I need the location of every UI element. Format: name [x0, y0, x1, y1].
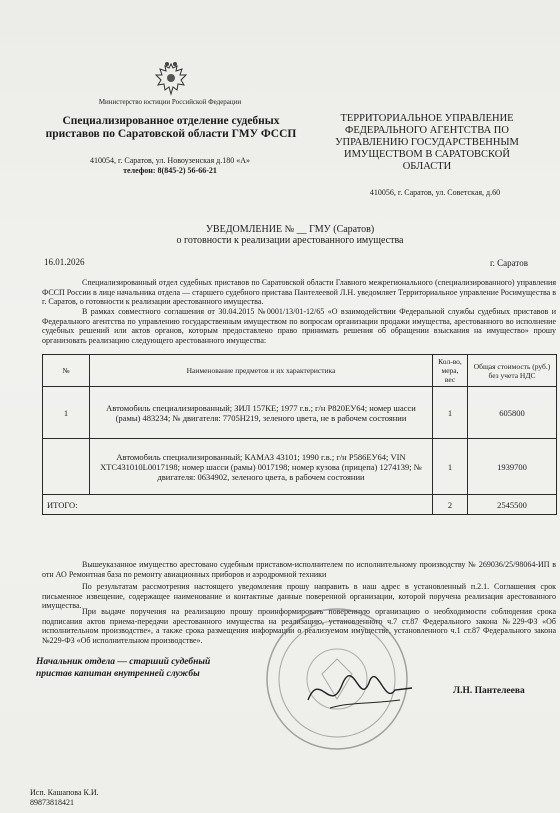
handwritten-signature-icon [300, 660, 420, 720]
department-phone: телефон: 8(845-2) 56-66-21 [123, 166, 217, 175]
recipient-address: 410056, г. Саратов, ул. Советская, д.60 [369, 188, 501, 197]
table-row [43, 387, 557, 439]
total-label: ИТОГО: [43, 495, 433, 515]
cell-num [43, 439, 90, 495]
cell-name: Автомобиль специализированный; КАМАЗ 43101; 1990 г.в.; г/н Р586ЕУ64; VIN ХТС431010L0017198; номер шасси (рамы) 0017198; номер кузова (прицепа) 1274139; № двигателя: 0634902, зеленого цвета, в рабочем состоянии [90, 439, 433, 495]
cell-sum: 1939700 [468, 439, 557, 495]
header-name: Наименование предметов и их характеристика [90, 355, 433, 387]
paragraph-intro: Специализированный отдел судебных приставов по Саратовской области Главного межрегионального (специализированного) управления ФССП России в лице начальника отдела — старшего судебного пристава Пантелеевой Л.Н. уведомляет Территориальное управление Росимущества в г. Саратов, о готовности к реализации арестованного имущества. [42, 278, 556, 307]
cell-qty: 1 [433, 387, 468, 439]
ministry-name: Министерство юстиции Российской Федерации [98, 98, 242, 106]
table-row [43, 439, 557, 495]
recipient-title: ТЕРРИТОРИАЛЬНОЕ УПРАВЛЕНИЕ ФЕДЕРАЛЬНОГО АГЕНТСТВА ПО УПРАВЛЕНИЮ ГОСУДАРСТВЕННЫМ ИМУЩЕСТВОМ В САРАТОВСКОЙ ОБЛАСТИ [335, 113, 519, 172]
document-date: 16.01.2026 [44, 257, 85, 267]
header-qty: Кол-во, мера, вес [433, 355, 468, 387]
cell-qty: 1 [433, 439, 468, 495]
notice-title-block [150, 224, 430, 246]
signer-name: Л.Н. Пантелеева [453, 686, 525, 696]
notice-subtitle: о готовности к реализации арестованного имущества [176, 235, 404, 246]
property-table [42, 354, 557, 515]
signer-position: Начальник отдела — старший судебный пристав капитан внутренней службы [36, 657, 211, 679]
paragraph-instruction: При выдаче поручения на реализацию прошу проинформировать поверенную организацию о необходимости соблюдения срока подписания актов приема-передачи арестованного имущества на реализацию, установленного ч.7 ст.87 Федерального закона №229-ФЗ «Об исполнительном производстве», а также срока размещения информации о реализуемом имуществе, установленного ч.1 ст.87 Федерального закона №229-ФЗ «Об исполнительном производстве». [42, 607, 556, 645]
department-address: 410054, г. Саратов, ул. Новоузенская д.180 «А» [90, 156, 250, 165]
paragraph-request: По результатам рассмотрения настоящего уведомления прошу направить в наш адрес в установленный п.2.1. Соглашения срок письменное извещение, содержащее наименование и контактные данные поверенной организации, которой поручена реализация арестованного имущества. [42, 582, 556, 611]
table-total-row [43, 495, 557, 515]
total-sum: 2545500 [468, 495, 557, 515]
total-qty: 2 [433, 495, 468, 515]
document-city: г. Саратов [490, 258, 528, 268]
cell-num: 1 [43, 387, 90, 439]
header-sum: Общая стоимость (руб.) без учета НДС [468, 355, 557, 387]
executor-phone: 89873818421 [30, 798, 74, 807]
notice-title: УВЕДОМЛЕНИЕ № __ ГМУ (Саратов) [205, 224, 375, 235]
table-header-row [43, 355, 557, 387]
paragraph-arrest: Вышеуказанное имущество арестовано судебным приставом-исполнителем по исполнительному производству № 269036/25/98064-ИП в отн АО Ремонтная база по ремонту авиационных приборов и аэродромной техники [42, 560, 556, 579]
department-name: Специализированное отделение судебных приставов по Саратовской области ГМУ ФССП [45, 115, 297, 140]
cell-name: Автомобиль специализированный; ЗИЛ 157КЕ; 1977 г.в.; г/н Р820ЕУ64; номер шасси (рамы) 483234; № двигателя: 7705H219, зеленого цвета, не в рабочем состоянии [90, 387, 433, 439]
header-num: № [43, 355, 90, 387]
cell-sum: 605800 [468, 387, 557, 439]
department-address-block [60, 156, 280, 176]
executor-name: Исп. Кашапова К.И. [30, 788, 99, 797]
executor-block [30, 788, 99, 808]
eagle-emblem-icon [153, 60, 189, 98]
paragraph-agreement: В рамках совместного соглашения от 30.04.2015 №0001/13/01-12/65 «О взаимодействии Федеральной службы судебных приставов и Федерального агентства по управлению государственным имуществом по вопросам организации продажи имущества, арестованного во исполнение судебных решений или актов органов, которым предоставлено право принимать решения об обращении взыскания на имущество» прошу организовать реализацию следующего арестованного имущества: [42, 307, 556, 345]
